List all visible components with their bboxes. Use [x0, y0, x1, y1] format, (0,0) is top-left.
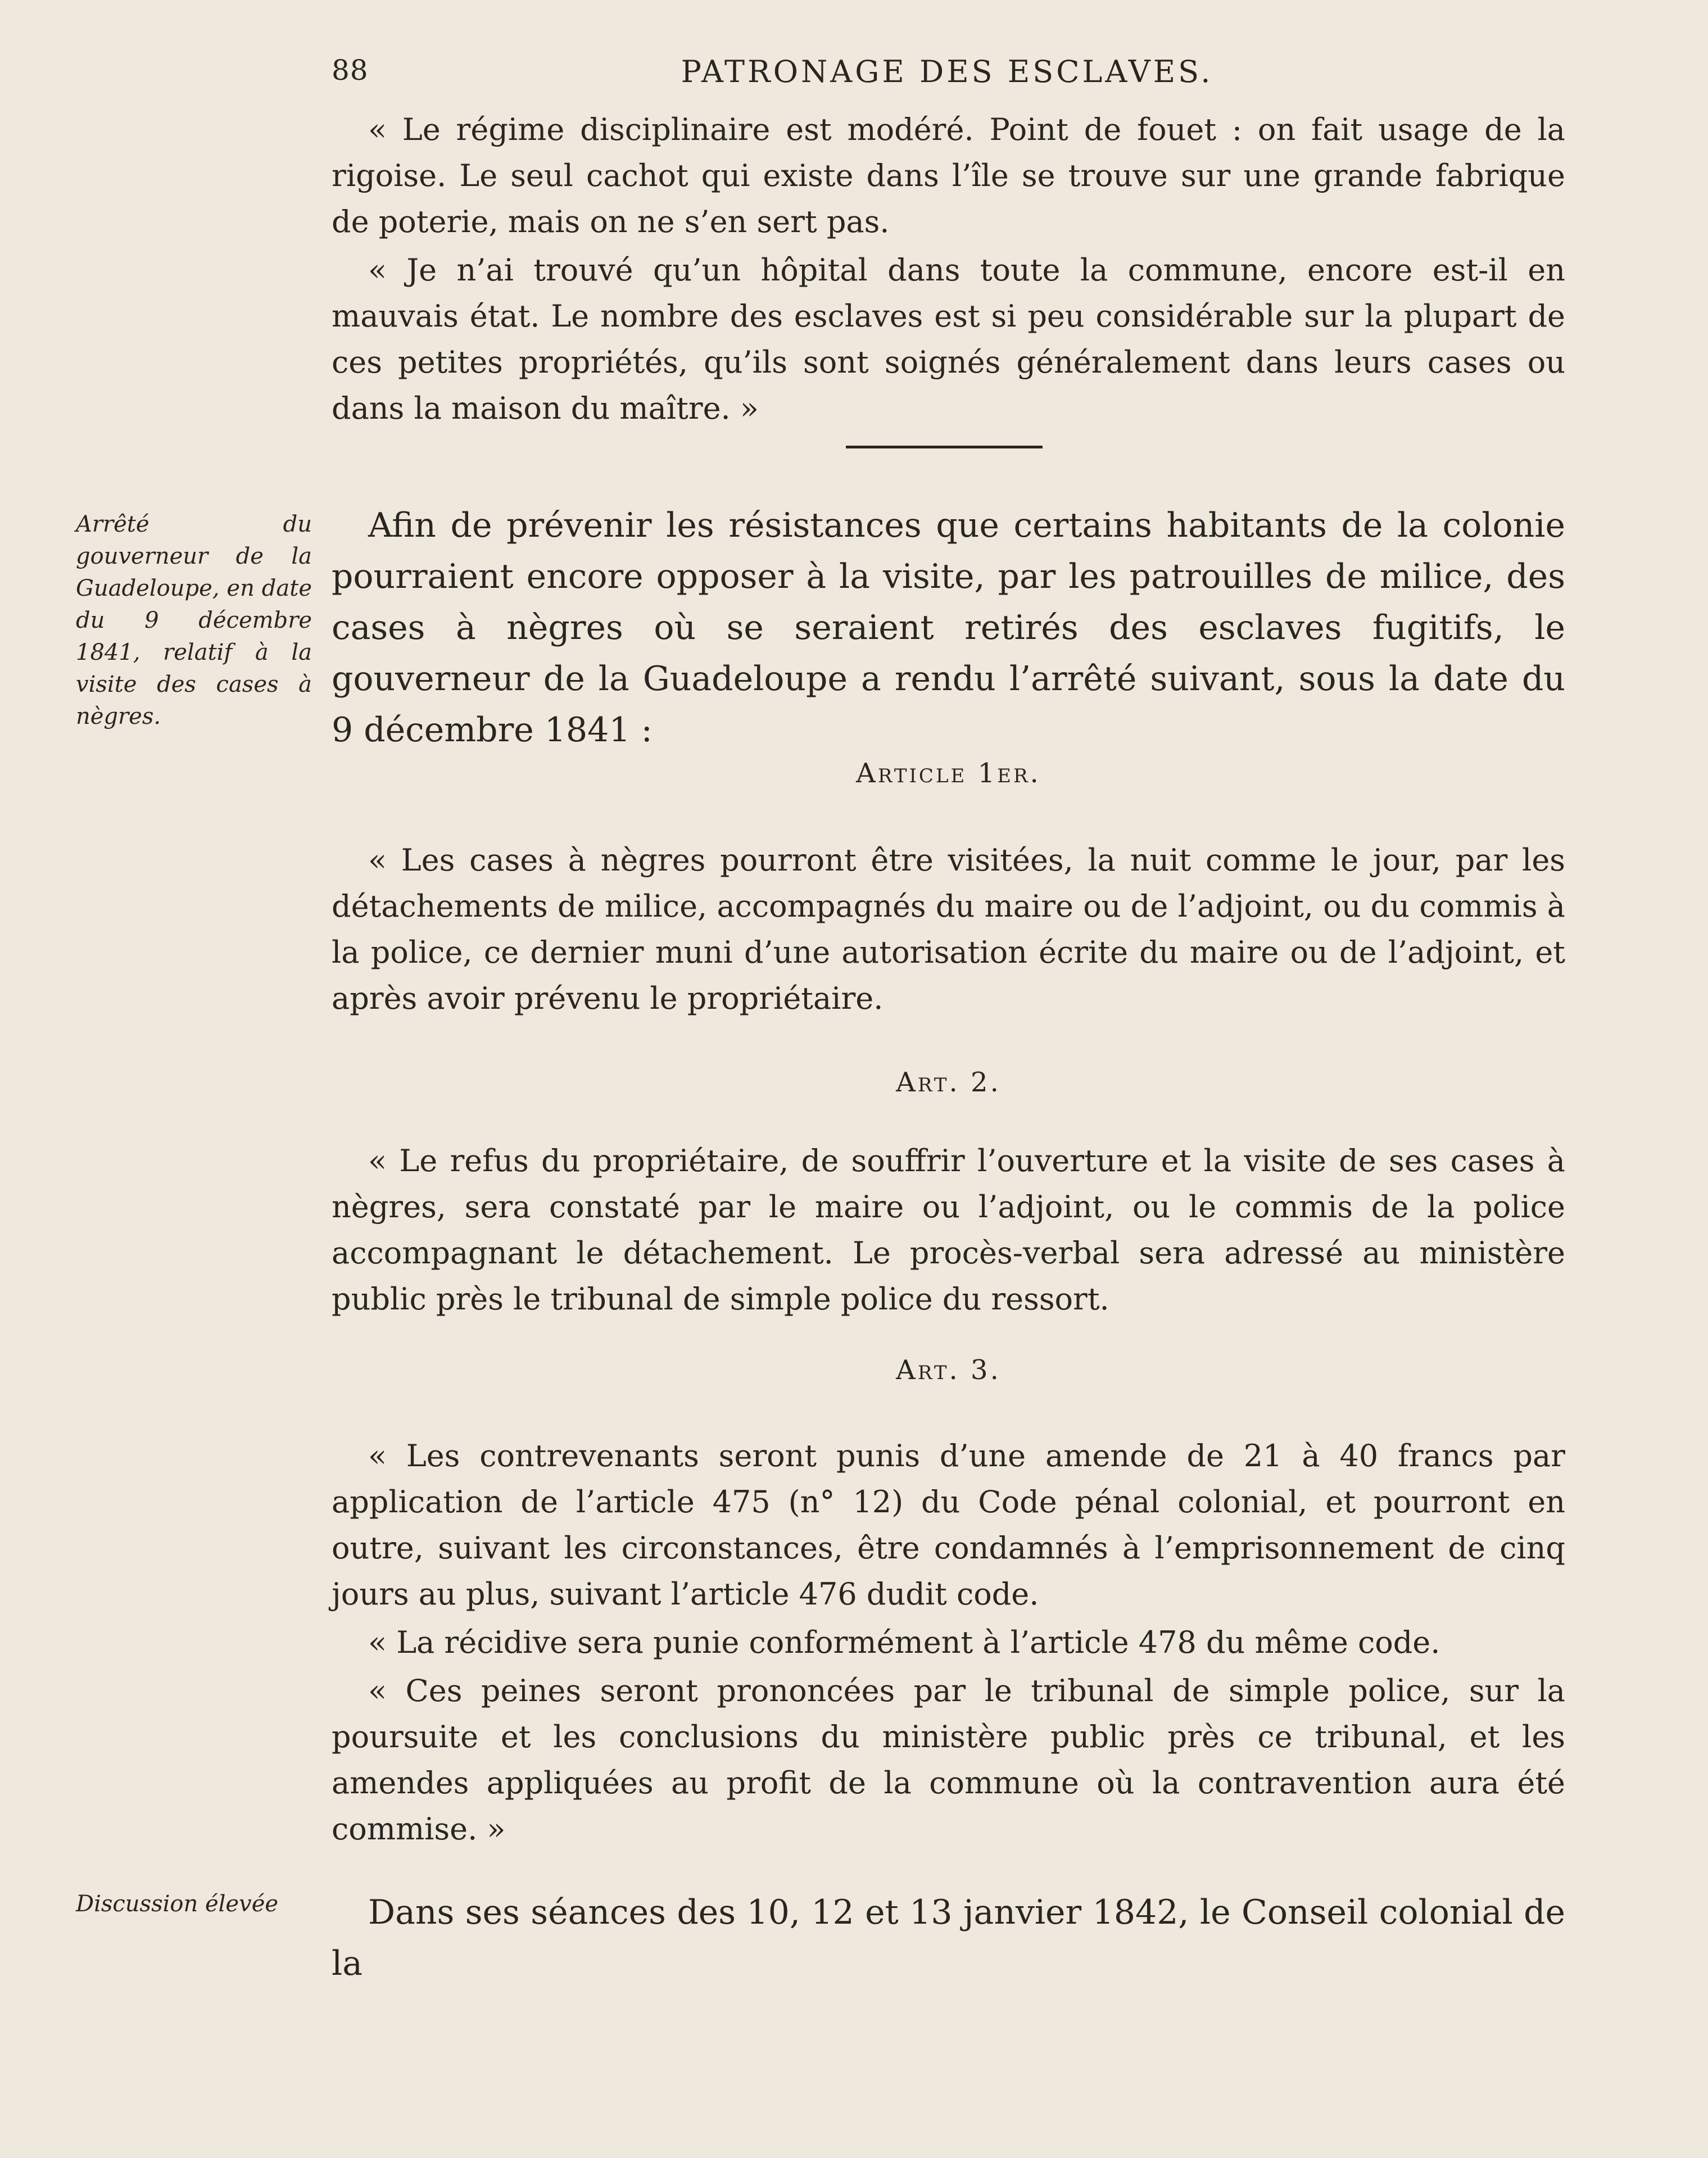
- intro-text: Afin de prévenir les résistances que certains habitants de la colonie pourraient encore opposer à la visite, par les patrouilles de milice, des cases à nègres où se seraient retirés des esclaves fugitifs, le gouverneur de la Guadeloupe a rendu l’arrêté suivant, sous la date du 9 décembre 1841 :: [332, 506, 1565, 750]
- page-header: [332, 54, 1562, 99]
- article-paragraph: « Ces peines seront prononcées par le tribunal de simple police, sur la poursuite et les conclusions du ministère public près ce tribunal, et les amendes appliquées au profit de la commune où la contravention aura été commise. »: [332, 1673, 1565, 1847]
- article-paragraph: « Les contrevenants seront punis d’une amende de 21 à 40 francs par application de l’article 475 (n° 12) du Code pénal colonial, et pourront en outre, suivant les circonstances, être condamnés à l’emprisonnement de cinq jours au plus, suivant l’article 476 dudit code.: [332, 1438, 1565, 1612]
- article-body: [332, 1433, 1565, 1852]
- top-quote: [332, 107, 1565, 432]
- article-paragraph: « La récidive sera punie conformément à l’article 478 du même code.: [368, 1625, 1440, 1660]
- article-heading: Art. 3.: [896, 1354, 1001, 1386]
- article-body: [332, 837, 1565, 1022]
- page-number: 88: [332, 54, 369, 87]
- margin-note-discussion: Discussion élevée: [76, 1891, 279, 1917]
- article-body: [332, 1138, 1565, 1322]
- running-title: PATRONAGE DES ESCLAVES.: [681, 54, 1213, 89]
- article-heading: Art. 2.: [896, 1067, 1001, 1098]
- article-paragraph: « Les cases à nègres pourront être visitées, la nuit comme le jour, par les détachements de milice, accompagnés du maire ou de l’adjoint, ou du commis à la police, ce dernier muni d’une autorisation écrite du maire ou de l’adjoint, et après avoir prévenu le propriétaire.: [332, 842, 1565, 1016]
- intro-paragraph: [332, 500, 1565, 756]
- margin-note-arrete: Arrêté du gouverneur de la Guadeloupe, en date du 9 décembre 1841, relatif à la visite des cases à nègres.: [76, 511, 312, 729]
- article-paragraph: « Le refus du propriétaire, de souffrir l’ouverture et la visite de ses cases à nègres, sera constaté par le maire ou l’adjoint, ou le commis de la police accompagnant le détachement. Le procès-verbal sera adressé au ministère public près le tribunal de simple police du ressort.: [332, 1143, 1565, 1317]
- quote-paragraph: « Le régime disciplinaire est modéré. Point de fouet : on fait usage de la rigoise. Le seul cachot qui existe dans l’île se trouve sur une grande fabrique de poterie, mais on ne s’en sert pas.: [332, 112, 1565, 239]
- closing-text: Dans ses séances des 10, 12 et 13 janvier 1842, le Conseil colonial de la: [332, 1893, 1565, 1983]
- section-divider: [846, 446, 1043, 448]
- closing-paragraph: [332, 1887, 1565, 1989]
- quote-paragraph: « Je n’ai trouvé qu’un hôpital dans toute la commune, encore est-il en mauvais état. Le nombre des esclaves est si peu considérable sur la plupart de ces petites propriétés, qu’ils sont soignés généralement dans leurs cases ou dans la maison du maître. »: [332, 252, 1565, 426]
- article-heading: Article 1er.: [856, 758, 1041, 789]
